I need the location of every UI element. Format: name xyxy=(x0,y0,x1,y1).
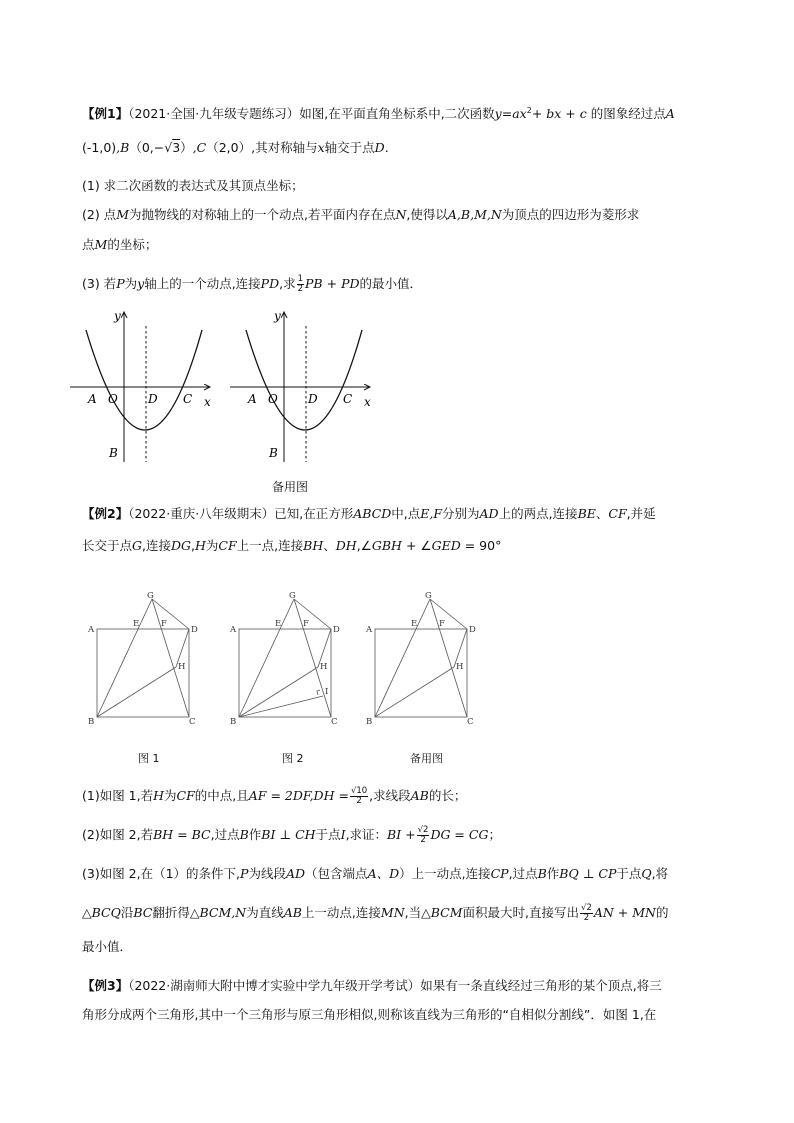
ex1-question-2-cont: 点M的坐标； xyxy=(82,237,158,252)
svg-text:F: F xyxy=(439,619,445,629)
svg-text:B: B xyxy=(230,717,237,727)
ex2-question-3: (3)如图 2,在（1）的条件下,P为线段AD（包含端点A、D）上一动点,连接CP,过点B作BQ ⊥ CP于点Q,将 xyxy=(82,866,669,881)
ex2-caption-fig2: 图 2 xyxy=(282,752,304,765)
svg-text:C: C xyxy=(467,717,474,727)
ex1-question-2: (2) 点M为抛物线的对称轴上的一个动点,若平面内存在点N,使得以A,B,M,N为顶点的四边形为菱形求 xyxy=(82,207,640,222)
ex3-tag: 【例3】 xyxy=(82,978,129,993)
ex1-tag: 【例1】 xyxy=(82,106,129,122)
square-figure-1 xyxy=(97,599,189,717)
parabola-figure-1 xyxy=(70,309,211,462)
ex2-question-3-cont: △BCQ沿BC翻折得△BCM,N为直线AB上一动点,连接MN,当△BCM面积最大时,直接写出 $\frac{√2}{2}$ AN + MN的 xyxy=(82,903,669,923)
ex2-caption-backup: 备用图 xyxy=(410,752,443,765)
ex2-tag: 【例2】 xyxy=(82,506,129,521)
square-figure-3 xyxy=(365,591,476,727)
ex3-line-2: 角形分成两个三角形,其中一个三角形与原三角形相似,则称该直线为三角形的“自相似分割线”．如图 1,在 xyxy=(82,1007,657,1022)
svg-text:A: A xyxy=(248,392,257,406)
svg-text:D: D xyxy=(191,625,198,635)
svg-text:H: H xyxy=(320,662,328,672)
svg-text:A: A xyxy=(88,392,97,406)
svg-text:B: B xyxy=(109,446,118,460)
svg-text:G: G xyxy=(147,591,154,601)
svg-text:C: C xyxy=(343,392,353,406)
ex1-line-2: (-1,0),B（0,−√3）,C（2,0）,其对称轴与x轴交于点D. xyxy=(82,140,389,155)
svg-text:D: D xyxy=(148,392,158,406)
svg-text:E: E xyxy=(411,619,418,629)
svg-text:C: C xyxy=(331,717,338,727)
ex2-square-figures xyxy=(85,585,495,735)
svg-text:E: E xyxy=(275,619,282,629)
ex2-line-1: 【例2】（2022·重庆·八年级期末）已知,在正方形ABCD中,点E,F分别为AD上的两点,连接BE、CF,并延 xyxy=(82,506,656,521)
ex3-line-1: 【例3】（2022·湖南师大附中博才实验中学九年级开学考试）如果有一条直线经过三角形的某个顶点,将三 xyxy=(82,978,662,993)
svg-text:A: A xyxy=(366,625,373,635)
ex3-source: （2022·湖南师大附中博才实验中学九年级开学考试） xyxy=(128,978,421,993)
svg-text:H: H xyxy=(178,662,186,672)
ex2-question-3-end: 最小值． xyxy=(82,939,133,954)
ex1-backup-caption: 备用图 xyxy=(272,480,309,494)
svg-text:D: D xyxy=(333,625,340,635)
svg-text:D: D xyxy=(469,625,476,635)
ex1-question-1: (1) 求二次函数的表达式及其顶点坐标； xyxy=(82,178,304,193)
svg-text:I: I xyxy=(325,687,329,697)
svg-text:D: D xyxy=(308,392,318,406)
svg-text:B: B xyxy=(269,446,278,460)
svg-text:B: B xyxy=(366,717,373,727)
svg-text:B: B xyxy=(88,717,95,727)
svg-text:A: A xyxy=(230,625,237,635)
fraction-half: $\frac{1}{2}$ xyxy=(297,274,304,294)
square-figure-2 xyxy=(229,591,340,727)
svg-text:y: y xyxy=(114,309,121,323)
ex1-line-1: 【例1】（2021·全国·九年级专题练习）如图,在平面直角坐标系中,二次函数$y=ax^2+$ bx + c 的图象经过点A xyxy=(82,106,675,122)
svg-text:H: H xyxy=(456,662,464,672)
ex1-parabola-figures xyxy=(60,300,390,470)
ex2-source: （2022·重庆·八年级期末） xyxy=(128,506,275,521)
svg-text:y: y xyxy=(274,309,281,323)
svg-text:C: C xyxy=(183,392,193,406)
ex2-question-1: (1)如图 1,若H为CF的中点,且AF = 2DF,DH = $\frac{√10}{2}$ ,求线段AB的长； xyxy=(82,786,467,806)
svg-text:F: F xyxy=(303,619,309,629)
svg-text:x: x xyxy=(204,395,211,409)
ex2-question-2: (2)如图 2,若BH = BC,过点B作BI ⊥ CH于点I,求证：BI + $\frac{√2}{2}$ DG = CG； xyxy=(82,825,501,845)
svg-text:x: x xyxy=(364,395,371,409)
svg-text:E: E xyxy=(133,619,140,629)
ex2-caption-fig1: 图 1 xyxy=(138,752,160,765)
svg-text:F: F xyxy=(161,619,167,629)
svg-text:G: G xyxy=(289,591,296,601)
svg-text:O: O xyxy=(268,392,278,406)
ex1-source: （2021·全国·九年级专题练习） xyxy=(128,106,300,122)
svg-text:A: A xyxy=(88,625,95,635)
svg-text:C: C xyxy=(189,717,196,727)
ex2-line-2: 长交于点G,连接DG,H为CF上一点,连接BH、DH,∠GBH + ∠GED = 90° xyxy=(82,538,502,553)
parabola-figure-2 xyxy=(230,309,371,462)
svg-text:G: G xyxy=(425,591,432,601)
svg-text:O: O xyxy=(108,392,118,406)
ex1-question-3: (3) 若P为y轴上的一个动点,连接PD,求 $\frac{1}{2}$ PB + PD的最小值． xyxy=(82,274,423,294)
